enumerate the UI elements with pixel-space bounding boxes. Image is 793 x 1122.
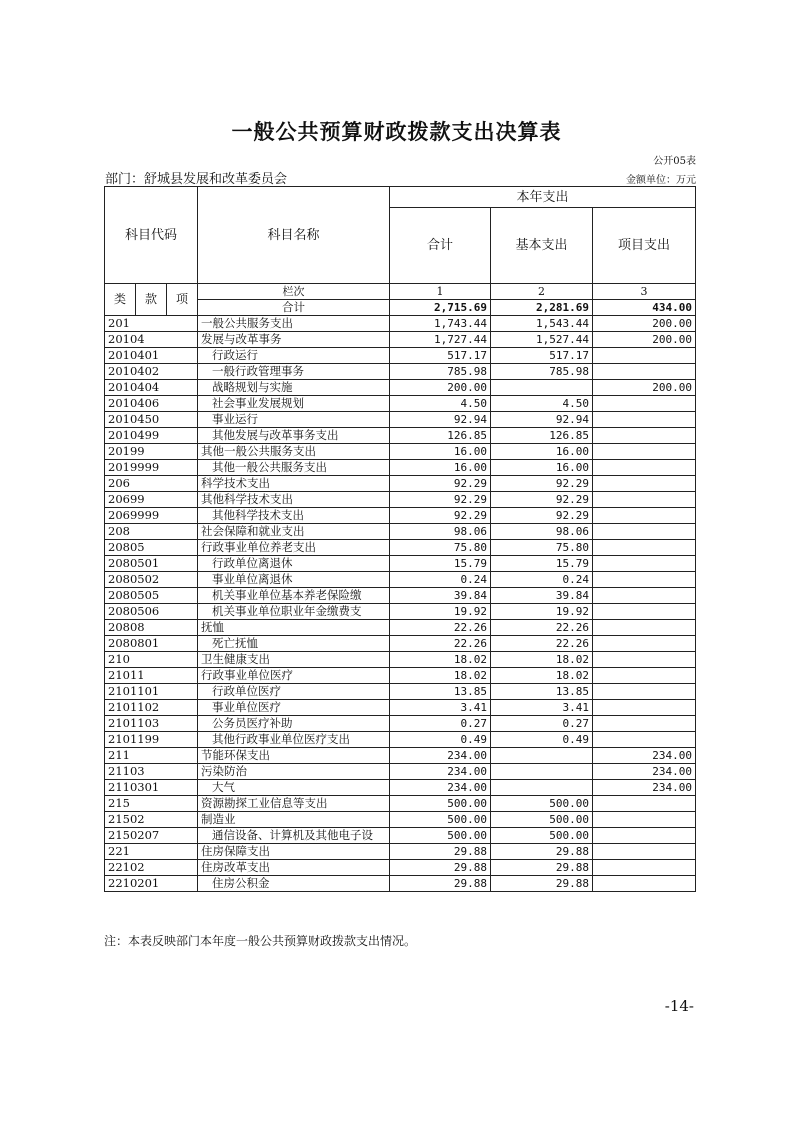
- subject-name-cell: 污染防治: [198, 764, 390, 780]
- total-cell: 22.26: [390, 620, 491, 636]
- subject-code-cell: 2010402: [105, 364, 198, 380]
- page-number: -14-: [664, 997, 694, 1015]
- table-row: [105, 492, 696, 508]
- project-cell: [593, 556, 696, 572]
- column-number-3: 3: [593, 284, 696, 300]
- amount-unit-label: 金额单位：万元: [626, 175, 696, 186]
- basic-cell: 785.98: [491, 364, 593, 380]
- total-cell: 0.24: [390, 572, 491, 588]
- project-cell: [593, 348, 696, 364]
- table-row: [105, 396, 696, 412]
- subject-name-cell: 机关事业单位职业年金缴费支: [198, 604, 390, 620]
- project-cell: 234.00: [593, 764, 696, 780]
- table-row: [105, 508, 696, 524]
- project-cell: [593, 460, 696, 476]
- subject-code-cell: 2080501: [105, 556, 198, 572]
- table-row: [105, 620, 696, 636]
- column-number-row: [105, 284, 696, 300]
- total-basic: 2,281.69: [491, 300, 593, 316]
- subject-code-cell: 215: [105, 796, 198, 812]
- basic-cell: 4.50: [491, 396, 593, 412]
- total-cell: 75.80: [390, 540, 491, 556]
- project-cell: 200.00: [593, 332, 696, 348]
- basic-cell: 500.00: [491, 828, 593, 844]
- column-number-label: 栏次: [198, 284, 390, 300]
- subject-name-cell: 战略规划与实施: [198, 380, 390, 396]
- column-number-2: 2: [491, 284, 593, 300]
- total-cell: 92.29: [390, 508, 491, 524]
- table-row: [105, 332, 696, 348]
- subject-code-cell: 2069999: [105, 508, 198, 524]
- basic-cell: 3.41: [491, 700, 593, 716]
- basic-cell: 517.17: [491, 348, 593, 364]
- project-cell: [593, 588, 696, 604]
- subject-code-cell: 2101101: [105, 684, 198, 700]
- header-kuan: 款: [136, 284, 167, 316]
- table-row: [105, 636, 696, 652]
- project-cell: [593, 732, 696, 748]
- project-cell: [593, 716, 696, 732]
- total-cell: 517.17: [390, 348, 491, 364]
- subject-code-cell: 2101102: [105, 700, 198, 716]
- project-cell: [593, 492, 696, 508]
- subject-code-cell: 20199: [105, 444, 198, 460]
- total-cell: 92.29: [390, 492, 491, 508]
- table-row: [105, 460, 696, 476]
- table-row: [105, 700, 696, 716]
- subject-code-cell: 2210201: [105, 876, 198, 892]
- total-cell: 92.94: [390, 412, 491, 428]
- header-basic: 基本支出: [491, 208, 593, 284]
- subject-name-cell: 行政事业单位养老支出: [198, 540, 390, 556]
- project-cell: [593, 620, 696, 636]
- project-cell: [593, 508, 696, 524]
- subject-code-cell: 2101103: [105, 716, 198, 732]
- subject-name-cell: 其他科学技术支出: [198, 492, 390, 508]
- total-cell: 500.00: [390, 796, 491, 812]
- basic-cell: 29.88: [491, 844, 593, 860]
- table-row: [105, 748, 696, 764]
- project-cell: 200.00: [593, 380, 696, 396]
- subject-code-cell: 206: [105, 476, 198, 492]
- table-row: [105, 540, 696, 556]
- table-row: [105, 316, 696, 332]
- basic-cell: 13.85: [491, 684, 593, 700]
- project-cell: [593, 684, 696, 700]
- subject-code-cell: 2019999: [105, 460, 198, 476]
- basic-cell: 16.00: [491, 444, 593, 460]
- total-cell: 785.98: [390, 364, 491, 380]
- subject-code-cell: 20808: [105, 620, 198, 636]
- subject-code-cell: 2010499: [105, 428, 198, 444]
- basic-cell: 29.88: [491, 876, 593, 892]
- project-cell: [593, 540, 696, 556]
- subject-name-cell: 行政单位离退休: [198, 556, 390, 572]
- table-row: [105, 732, 696, 748]
- project-cell: [593, 876, 696, 892]
- table-row: [105, 428, 696, 444]
- project-cell: [593, 652, 696, 668]
- subject-name-cell: 大气: [198, 780, 390, 796]
- table-row: [105, 716, 696, 732]
- basic-cell: 1,543.44: [491, 316, 593, 332]
- total-cell: 4.50: [390, 396, 491, 412]
- total-cell: 500.00: [390, 812, 491, 828]
- table-row: [105, 524, 696, 540]
- total-cell: 200.00: [390, 380, 491, 396]
- basic-cell: 500.00: [491, 796, 593, 812]
- subject-code-cell: 201: [105, 316, 198, 332]
- basic-cell: 500.00: [491, 812, 593, 828]
- table-row: [105, 588, 696, 604]
- total-cell: 98.06: [390, 524, 491, 540]
- subject-code-cell: 221: [105, 844, 198, 860]
- subject-code-cell: 210: [105, 652, 198, 668]
- table-row: [105, 572, 696, 588]
- table-row: [105, 684, 696, 700]
- subject-code-cell: 20805: [105, 540, 198, 556]
- project-cell: [593, 396, 696, 412]
- page-title: 一般公共预算财政拨款支出决算表: [231, 119, 562, 144]
- subject-code-cell: 20699: [105, 492, 198, 508]
- subject-name-cell: 机关事业单位基本养老保险缴: [198, 588, 390, 604]
- project-cell: [593, 572, 696, 588]
- table-row: [105, 780, 696, 796]
- total-cell: 29.88: [390, 860, 491, 876]
- total-label: 合计: [198, 300, 390, 316]
- table-row: [105, 844, 696, 860]
- basic-cell: 75.80: [491, 540, 593, 556]
- basic-cell: 15.79: [491, 556, 593, 572]
- subject-name-cell: 其他一般公共服务支出: [198, 460, 390, 476]
- subject-code-cell: 20104: [105, 332, 198, 348]
- table-row: [105, 652, 696, 668]
- subject-name-cell: 事业运行: [198, 412, 390, 428]
- table-row: [105, 812, 696, 828]
- table-row: [105, 876, 696, 892]
- table-row: [105, 828, 696, 844]
- subject-name-cell: 住房公积金: [198, 876, 390, 892]
- basic-cell: 29.88: [491, 860, 593, 876]
- subject-code-cell: 2080502: [105, 572, 198, 588]
- subject-code-cell: 2110301: [105, 780, 198, 796]
- subject-code-cell: 2010406: [105, 396, 198, 412]
- project-cell: [593, 444, 696, 460]
- subject-code-cell: 211: [105, 748, 198, 764]
- header-xiang: 项: [167, 284, 198, 316]
- subject-code-cell: 21011: [105, 668, 198, 684]
- basic-cell: 19.92: [491, 604, 593, 620]
- subject-code-cell: 22102: [105, 860, 198, 876]
- total-cell: 22.26: [390, 636, 491, 652]
- basic-cell: 0.27: [491, 716, 593, 732]
- total-cell: 126.85: [390, 428, 491, 444]
- subject-name-cell: 制造业: [198, 812, 390, 828]
- subject-code-cell: 2101199: [105, 732, 198, 748]
- total-cell: 92.29: [390, 476, 491, 492]
- project-cell: [593, 476, 696, 492]
- subject-name-cell: 通信设备、计算机及其他电子设: [198, 828, 390, 844]
- header-total: 合计: [390, 208, 491, 284]
- project-cell: [593, 668, 696, 684]
- table-row: [105, 412, 696, 428]
- subject-name-cell: 事业单位医疗: [198, 700, 390, 716]
- total-cell: 29.88: [390, 876, 491, 892]
- total-amount: 2,715.69: [390, 300, 491, 316]
- basic-cell: 126.85: [491, 428, 593, 444]
- basic-cell: 0.49: [491, 732, 593, 748]
- form-number: 公开05表: [653, 156, 696, 167]
- total-cell: 18.02: [390, 652, 491, 668]
- subject-code-cell: 2080505: [105, 588, 198, 604]
- project-cell: 234.00: [593, 748, 696, 764]
- total-cell: 3.41: [390, 700, 491, 716]
- subject-name-cell: 其他行政事业单位医疗支出: [198, 732, 390, 748]
- project-cell: [593, 796, 696, 812]
- table-row: [105, 604, 696, 620]
- total-cell: 234.00: [390, 780, 491, 796]
- subject-code-cell: 2010401: [105, 348, 198, 364]
- subject-name-cell: 资源勘探工业信息等支出: [198, 796, 390, 812]
- subject-name-cell: 其他发展与改革事务支出: [198, 428, 390, 444]
- subject-name-cell: 其他科学技术支出: [198, 508, 390, 524]
- total-cell: 16.00: [390, 444, 491, 460]
- basic-cell: 92.29: [491, 508, 593, 524]
- subject-name-cell: 节能环保支出: [198, 748, 390, 764]
- subject-code-cell: 21502: [105, 812, 198, 828]
- table-row: [105, 364, 696, 380]
- project-cell: [593, 428, 696, 444]
- total-cell: 234.00: [390, 764, 491, 780]
- expenditure-table: [104, 186, 696, 892]
- basic-cell: [491, 380, 593, 396]
- total-cell: 500.00: [390, 828, 491, 844]
- project-cell: [593, 604, 696, 620]
- header-subject-name: 科目名称: [198, 187, 390, 284]
- subject-name-cell: 住房改革支出: [198, 860, 390, 876]
- basic-cell: 92.29: [491, 476, 593, 492]
- subject-code-cell: 2010404: [105, 380, 198, 396]
- total-cell: 29.88: [390, 844, 491, 860]
- basic-cell: 1,527.44: [491, 332, 593, 348]
- header-project: 项目支出: [593, 208, 696, 284]
- total-cell: 1,743.44: [390, 316, 491, 332]
- project-cell: [593, 524, 696, 540]
- table-row: [105, 668, 696, 684]
- total-cell: 15.79: [390, 556, 491, 572]
- total-cell: 0.27: [390, 716, 491, 732]
- subject-name-cell: 事业单位离退休: [198, 572, 390, 588]
- header-row-1: [105, 187, 696, 208]
- basic-cell: 92.29: [491, 492, 593, 508]
- table-row: [105, 764, 696, 780]
- subject-name-cell: 社会事业发展规划: [198, 396, 390, 412]
- project-cell: [593, 812, 696, 828]
- subject-code-cell: 21103: [105, 764, 198, 780]
- total-cell: 13.85: [390, 684, 491, 700]
- subject-name-cell: 科学技术支出: [198, 476, 390, 492]
- basic-cell: 22.26: [491, 620, 593, 636]
- total-cell: 16.00: [390, 460, 491, 476]
- project-cell: [593, 700, 696, 716]
- basic-cell: [491, 748, 593, 764]
- project-cell: 200.00: [593, 316, 696, 332]
- subject-name-cell: 抚恤: [198, 620, 390, 636]
- table-note: 注：本表反映部门本年度一般公共预算财政拨款支出情况。: [104, 934, 417, 948]
- basic-cell: [491, 780, 593, 796]
- project-cell: [593, 844, 696, 860]
- header-lei: 类: [105, 284, 136, 316]
- subject-name-cell: 行政运行: [198, 348, 390, 364]
- subject-code-cell: 2080801: [105, 636, 198, 652]
- subject-name-cell: 其他一般公共服务支出: [198, 444, 390, 460]
- header-current-year: 本年支出: [390, 187, 696, 208]
- project-cell: [593, 636, 696, 652]
- table-row: [105, 860, 696, 876]
- total-project: 434.00: [593, 300, 696, 316]
- subject-name-cell: 行政单位医疗: [198, 684, 390, 700]
- header-subject-code: 科目代码: [105, 187, 198, 284]
- project-cell: 234.00: [593, 780, 696, 796]
- total-cell: 1,727.44: [390, 332, 491, 348]
- subject-name-cell: 住房保障支出: [198, 844, 390, 860]
- total-cell: 234.00: [390, 748, 491, 764]
- subject-name-cell: 一般公共服务支出: [198, 316, 390, 332]
- subject-code-cell: 2150207: [105, 828, 198, 844]
- table-row: [105, 380, 696, 396]
- subject-name-cell: 一般行政管理事务: [198, 364, 390, 380]
- subject-code-cell: 2010450: [105, 412, 198, 428]
- table-row: [105, 476, 696, 492]
- basic-cell: 22.26: [491, 636, 593, 652]
- subject-name-cell: 社会保障和就业支出: [198, 524, 390, 540]
- project-cell: [593, 364, 696, 380]
- subject-code-cell: 208: [105, 524, 198, 540]
- department-label: 部门：舒城县发展和改革委员会: [105, 172, 288, 187]
- basic-cell: 0.24: [491, 572, 593, 588]
- project-cell: [593, 828, 696, 844]
- basic-cell: 92.94: [491, 412, 593, 428]
- table-row: [105, 348, 696, 364]
- table-row: [105, 444, 696, 460]
- subject-name-cell: 卫生健康支出: [198, 652, 390, 668]
- table-row: [105, 796, 696, 812]
- total-cell: 0.49: [390, 732, 491, 748]
- subject-code-cell: 2080506: [105, 604, 198, 620]
- basic-cell: [491, 764, 593, 780]
- subject-name-cell: 发展与改革事务: [198, 332, 390, 348]
- project-cell: [593, 412, 696, 428]
- subject-name-cell: 公务员医疗补助: [198, 716, 390, 732]
- project-cell: [593, 860, 696, 876]
- total-cell: 39.84: [390, 588, 491, 604]
- column-number-1: 1: [390, 284, 491, 300]
- basic-cell: 16.00: [491, 460, 593, 476]
- basic-cell: 18.02: [491, 668, 593, 684]
- total-cell: 18.02: [390, 668, 491, 684]
- subject-name-cell: 行政事业单位医疗: [198, 668, 390, 684]
- subject-name-cell: 死亡抚恤: [198, 636, 390, 652]
- total-cell: 19.92: [390, 604, 491, 620]
- basic-cell: 18.02: [491, 652, 593, 668]
- table-row: [105, 556, 696, 572]
- basic-cell: 39.84: [491, 588, 593, 604]
- basic-cell: 98.06: [491, 524, 593, 540]
